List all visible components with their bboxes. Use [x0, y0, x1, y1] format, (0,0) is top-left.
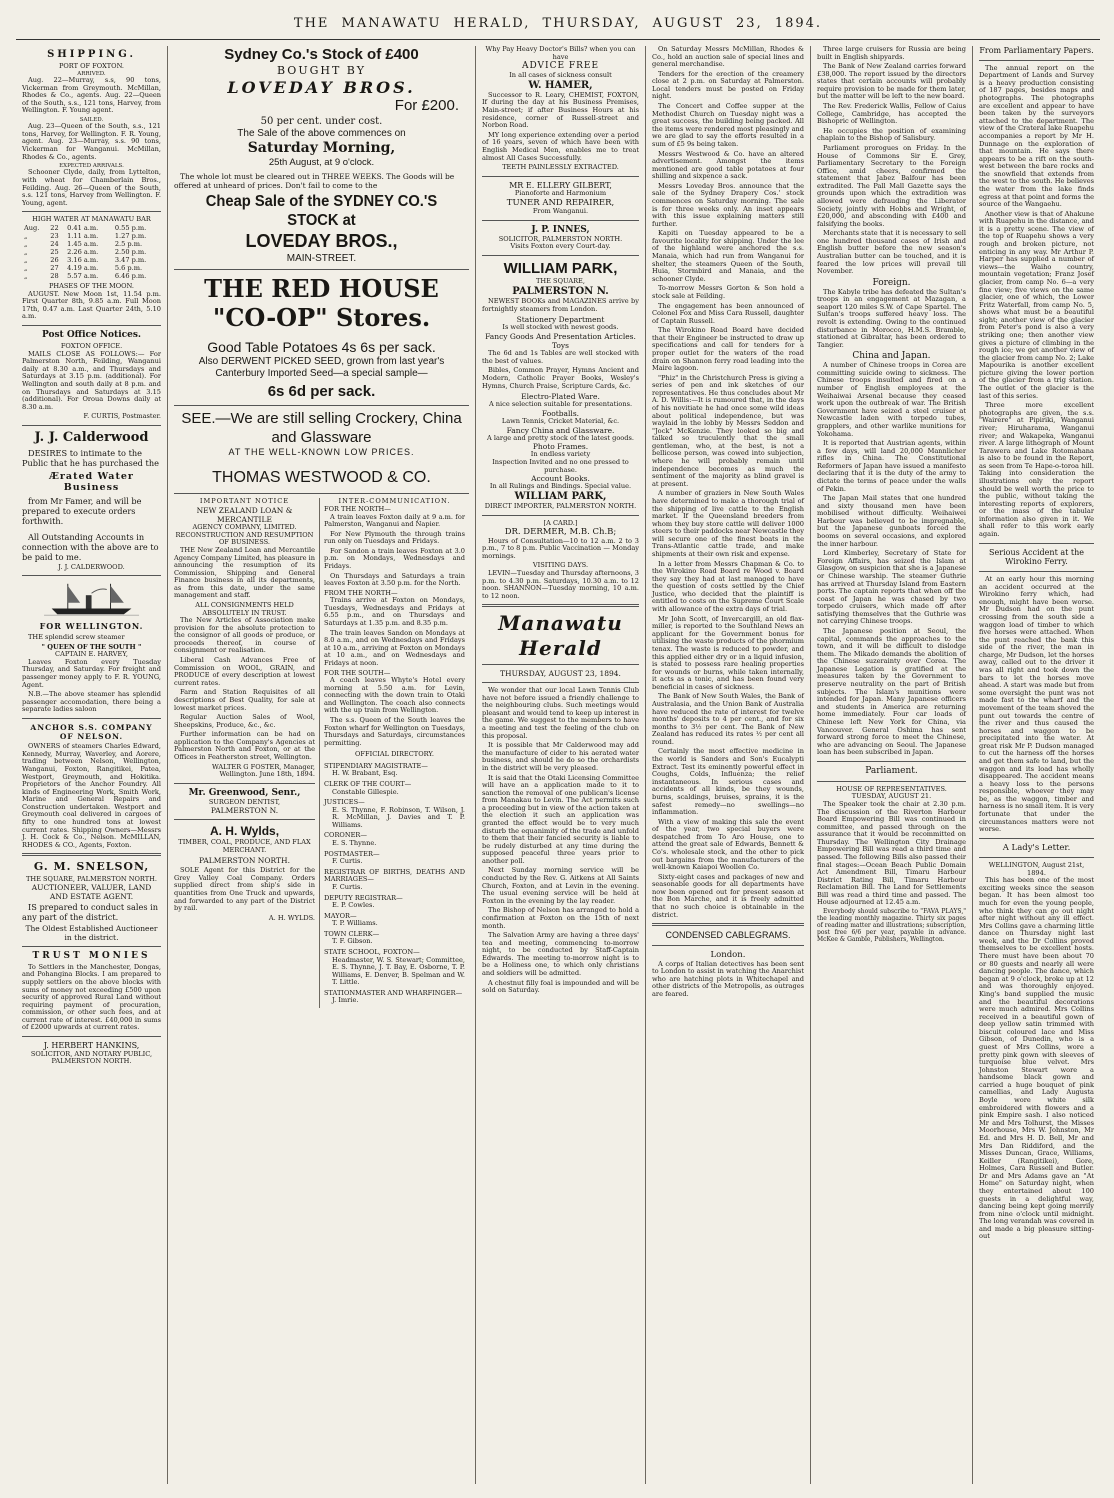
tide-table — [22, 224, 161, 280]
visiting-body: LEVIN—Tuesday and Thursday afternoons, 3 p.m. to 4.30 p.m. Saturdays, 10.30 a.m. to 12 noon. SHANNON—Tuesday morning, 10 a.m. to 12 noon. — [482, 568, 639, 600]
loveday-title: LOVEDAY BROS. — [227, 77, 416, 97]
directory-heading: STIPENDIARY MAGISTRATE— — [324, 761, 428, 770]
greenwood-title: Mr. Greenwood, Senr., — [188, 787, 301, 798]
parliament-body: The Speaker took the chair at 2.30 p.m. The discussion of the Riverton Harbour Board Empowering Bill was continued in committee, and passed through on the assurance that it would be recommitted on Thursday. The Wellington City Drainage Empowering Bill was read a third time and passed. The following Bills also passed their final stages:—Ocean Beach Public Domain Act Amendment Bill, Timaru Harbour District Rating Bill, Timaru Harbour Reclamation Bill. The Land for Settlements Bill was read a third time and passed. The House adjourned at 12.45 a.m. — [817, 799, 966, 907]
six-six: 6s 6d per sack. — [267, 382, 376, 400]
footballs-body: Lawn Tennis, Cricket Material, &c. — [501, 417, 620, 426]
news-p3: The Concert and Coffee supper at the Methodist Church on Tuesday night was a great success, the building being packed. All the items were rendered most pleasingly and we are glad to say the efforts resulted in a sum of £5 9s being taken. — [652, 102, 804, 148]
accident-body: At an early hour this morning an accident occurred at the Wirokino ferry which, had enough, might have been worse. Mr Dudson had on the punt crossing from the south side a waggon load of timber to which five horses were attached. When the punt reached the bank this side of the river, the man in charge, Mr Dudson, let the horses away, called out to the driver it was all right and took down the bars to let the horses move ahead. A start was made but from some oversight the punt was not made fast to the wharf and the movement of the team shoved the punt out towards the centre of the river and thus caused the horses and waggon to be precipitated into the water. At great risk Mr P. Dudson managed to cut the harness off the horses and get them safe to land, but the waggon and its load has wholly disappeared. The accident means a heavy loss to the persons responsible, whoever they may be, as the waggon, timber and harness is no small item. It is very fortunate that under the circumstances matters were not worse. — [979, 575, 1094, 834]
directory-value: T. P. Williams. — [332, 919, 378, 928]
tide-row — [22, 264, 161, 272]
china-japan-title: China and Japan. — [852, 351, 931, 362]
footballs: Footballs. — [541, 408, 580, 418]
parliament-date: TUESDAY, AUGUST 21. — [851, 792, 932, 801]
moon-title: PHASES OF THE MOON. — [48, 282, 135, 291]
directory-heading: CLERK OF THE COURT— — [324, 780, 412, 789]
innes-title: J. P. INNES, — [531, 224, 590, 235]
for-south: FOR THE SOUTH— — [324, 668, 391, 677]
steamship-icon — [29, 580, 154, 618]
steamer-nb: N.B.—The above steamer has splendid passenger accomodation, there being a separate ladies saloon — [22, 690, 161, 714]
postmaster: F. CURTIS, Postmaster. — [83, 412, 161, 421]
herald-p2: It is possible that Mr Calderwood may add the manufacture of cider to his aerated water business, and should he do so the orchardists in the district will be very pleased. — [482, 741, 639, 772]
south1: A coach leaves Whyte's Hotel every morning at 5.50 a.m. for Levin, connecting with the down train to Otaki and Wellington. The coach also connects with the up train from Wellington. — [324, 676, 465, 715]
loan-body: THE New Zealand Loan and Mercantile Agency Company Limited, has pleasure in announcing the resumption of its Commission, Shipping and General Finance business in all its departments, as from this date, under the same management and staff. — [174, 545, 315, 600]
tide-cell: 4.19 a.m. — [67, 264, 99, 273]
potatoes-line: Good Table Potatoes 4s 6s per sack. — [207, 338, 436, 355]
news-p8: The engagement has been announced of Colonel Fox and Miss Cara Russell, daughter of Captain Russell. — [652, 301, 804, 325]
tide-cell: „ — [24, 248, 28, 257]
china-glass: Fancy China and Glassware. — [506, 425, 615, 435]
saturday-line: Saturday Morning, — [247, 139, 396, 156]
tide-cell: 2.26 a.m. — [67, 248, 99, 257]
for-200: For £200. — [394, 97, 459, 115]
column-cables — [811, 46, 973, 1484]
papers-body: The annual report on the Department of Lands and Survey is a heavy production consisting of 187 pages, besides maps and photographs. The photographs are excellent and appear to have been taken by the surveyors attached to the department. The view of the Crateral lake Ruapehu accompanies a report by Mr H. Dunnage on the exploration of that mountain. He says there appears to be a rift on the south-west between the bare rocks and the snowfield that extends from the west to the south. He believes the water from the lake finds egress at that point and forms the source of the Wangaehu. — [979, 63, 1094, 209]
advice-sub: In all cases of sickness consult — [509, 71, 612, 80]
from1: Trains arrive at Foxton on Mondays, Tuesdays, Wednesdays and Fridays at 6.55 p.m., and on Thursdays and Saturdays at 1.35 p.m. and 8.35 p.m. — [324, 596, 465, 628]
directory-value: E. S. Thynne. — [332, 839, 377, 848]
trust-title: TRUST MONIES — [32, 950, 151, 961]
news-p6: Kapiti on Tuesday appeared to be a favourite locality for shipping. Under the lee of the highland were anchored the s.s. Manaia, which had run from Wanganui for shelter, the steamers Queen of the South, Huia, Stormbird and Manaia, and the schooner Clyde. — [652, 229, 804, 283]
news-p16: With a view of making this sale the event of the year, two special buyers were despatched from To Aro House, one to attend the great sale of Edwards, Bennett & Co's. wholesale stock, and the other to pick out bargains from the manufacturers of the well-known Kaiapoi Woollen Co. — [652, 817, 804, 872]
doctor-question: Why Pay Heavy Doctor's Bills? when you can have — [485, 46, 636, 61]
directory-value: Headmaster, W. S. Stewart; Committee, E. S. Thynne, J. T. Bay, E. Osborne, T. P. Williams, E. Denver, B. Spelman and W. T. Little. — [332, 955, 465, 987]
gilbert: MR E. ELLERY GILBERT, — [509, 180, 612, 190]
tide-cell: „ — [24, 240, 28, 249]
tide-title: HIGH WATER AT MANAWATU BAR — [32, 215, 151, 224]
under-cost: 50 per cent. under cost. — [260, 115, 383, 127]
column-features — [973, 46, 1100, 1484]
tide-cell: 22 — [50, 223, 59, 232]
see-line: SEE.—We are still selling Crockery, China and Glassware — [181, 410, 462, 446]
tide-cell: 2.5 p.m. — [114, 240, 143, 249]
agency: AGENCY COMPANY, LIMITED. — [192, 523, 297, 532]
tide-cell: „ — [24, 231, 28, 240]
news-p7: To-morrow Messrs Gorton & Son hold a stock sale at Feilding. — [652, 284, 804, 300]
teeth-body: MY long experience extending over a period of 16 years, seven of which have been with English Medical Men, enables me to treat almost All Cases Successfully. — [482, 130, 639, 162]
steamer-name: " QUEEN OF THE SOUTH " — [41, 642, 142, 651]
london-title: London. — [710, 950, 746, 961]
hamer-title: W. HAMER, — [528, 79, 593, 91]
hankins-title: J. HERBERT HANKINS, — [43, 1041, 140, 1051]
south2: The s.s. Queen of the South leaves the Foxton wharf for Wellington on Tuesdays, Thursdays and Saturdays, circumstances permitting. — [324, 715, 465, 747]
tide-cell: 26 — [50, 256, 59, 265]
tide-row — [22, 256, 161, 264]
gilbert-role: Pianoforte and Harmonium — [514, 189, 607, 198]
herald-p6: The Salvation Army are having a three days' tea and meeting, commencing to-morrow night, to be conducted by Staff-Captain Edwards. The meeting to-morrow night is to be a Holiness one, to which only christians and soldiers will be admitted. — [482, 931, 639, 977]
accident-title: Serious Accident at the Wirokino Ferry. — [989, 547, 1084, 567]
steamer-body: Leaves Foxton every Tuesday Thursday, and Saturday. For freight and passenger money apply to F. R. YOUNG, Agent. — [22, 657, 161, 689]
herald-p7: A chestnut filly foal is impounded and will be sold on Saturday. — [482, 978, 639, 995]
calderwood-body3: All Outstanding Accounts in connection with the above are to be paid to me. — [22, 531, 159, 562]
account-books: Account Books. — [531, 474, 590, 484]
park-place: PALMERSTON N. — [512, 285, 609, 297]
coop-stores: "CO-OP" Stores. — [212, 303, 431, 333]
wylds-role: TIMBER, COAL, PRODUCE, AND FLAX MERCHANT. — [178, 838, 311, 854]
notice-title: IMPORTANT NOTICE — [199, 497, 290, 506]
park2-role: DIRECT IMPORTER, PALMERSTON NORTH. — [484, 502, 637, 511]
directory-value: J. Imrie. — [332, 996, 359, 1005]
farm: Farm and Station Requisites of all descriptions of Best Quality, for sale at lowest market prices. — [174, 688, 315, 712]
china-body-4: Lord Kimberley, Secretary of State for Foreign Affairs, has seized the Islam at Glasgow, on suspicion that she is a Japanese or Chinese warship. The steamer Guthrie has arrived at Thursday Island from Eastern ports. The captain reports that when off the coast of Japan he was chased by two torpedo cruisers, which made off after satisfying themselves that the Guthrie was not carrying Chinese troops. — [817, 549, 966, 626]
inspection: Inspection Invited and no one pressed to purchase. — [492, 458, 629, 474]
dermer-body: Hours of Consultation—10 to 12 a.m. 2 to 3 p.m., 7 to 8 p.m. Public Vaccination — Monday mornings. — [482, 536, 639, 560]
directory-heading: CORONER— — [324, 831, 367, 840]
wylds-title: A. H. Wylds, — [209, 824, 280, 839]
herald-p1: We wonder that our local Lawn Tennis Club have not before issued a friendly challenge to the neighbouring clubs. Such meetings would pleasant and would tend to keep up interest in the game. We suggest to the members to have a meeting and test the feeling of the club on this proposal. — [482, 686, 639, 740]
north4: On Thursdays and Saturdays a train leaves Foxton at 3.50 p.m. for the North. — [324, 571, 465, 588]
herald-p4: Next Sunday morning service will be conducted by the Rev. G. Aitkens at All Saints Church, Foxton, and at Levin in the evening. The usual evening service will be held at Foxton in the evening by the lay reader. — [482, 866, 639, 905]
screw-line: THE splendid screw steamer — [28, 633, 125, 642]
cable-p5: Parliament prorogues on Friday. In the House of Commons Sir E. Grey, Parliamentary Secretary to the Foreign Office, amid cheers, confirmed the statement that Jabez Balfour has been extradited. The Pall Mall Gazette says the grounds upon which the extradition was allowed were defrauding the Liberator Society, jointly with Hobbs and Wright, of £20,000, and absconding with £400 and falsifying the books. — [817, 143, 966, 228]
tide-row — [22, 240, 161, 248]
calderwood-body: DESIRES to intimate to the Public that he has purchased the — [22, 447, 159, 468]
photo-frames: Photo Frames. — [532, 442, 589, 452]
china-body-5: The Japanese position at Seoul, the capital, commands the approaches to the town, and it will be difficult to dislodge them. The Mikado demands the abolition of the Chinese suzerainty over Corea. The Japanese Legation is gratified at the measures taken by the Government to preserve neutrality on the part of British subjects. The Islam's munitions were intended for Japan. Many Japanese officers and students in America are returning home immediately. Four car loads of Chinese left New York for China, via Vancouver. General Oshima has sent forward strong force to meet the Chinese, who are advancing on Seoul. The Japanese loan has been subscribed in Japan. — [817, 626, 966, 757]
calderwood-title: J. J. Calderwood — [34, 429, 149, 445]
tide-cell: 3.47 p.m. — [114, 256, 147, 265]
tide-cell: 27 — [50, 264, 59, 273]
regular: Regular Auction Sales of Wool, Sheepskins, Produce, &c., &c. — [174, 713, 315, 729]
anchor-body: OWNERS of steamers Charles Edward, Kennedy, Murray, Waverley, and Aorere, trading between Nelson, Wellington, Wanganui, Foxton, Rangitikei, Patea, Westport, Greymouth, and Hokitika. Proprietors of the Anchor Foundry. All kinds of Engineering Work, Smith Work, Marine and General Repairs and Construction undertaken. Westport and Greymouth coal delivered in cargoes of fifty to one hundred tons at lowest current rates. Shipping Owners—Messrs J. H. Cock & Co., Nelson. McMILLAN, RHODES & CO., Agents, Foxton. — [22, 742, 161, 849]
calderwood-body2: from Mr Famer, and will be prepared to execute orders forthwith. — [22, 495, 142, 526]
sydney-title: Sydney Co.'s Stock of £400 — [224, 46, 419, 63]
tide-cell: 1.11 a.m. — [67, 231, 99, 240]
fancy-body: The 6d and 1s Tables are well stocked with the best of values. — [482, 349, 639, 365]
for-north: FOR THE NORTH— — [324, 504, 391, 513]
whole-lot: The whole lot must be cleared out in THREE WEEKS. The Goods will be offered at unheard of prices. Don't fail to come to the — [174, 171, 455, 190]
snelson-title: G. M. SNELSON, — [33, 860, 150, 874]
news-p17: Sixty-eight cases and packages of new and seasonable goods for all departments have now been opened out for present season at the Bon Marche, and it is freely admitted that no such choice is obtainable in the district. — [652, 872, 804, 919]
electro-body: A nice selection suitable for presentations. — [488, 400, 633, 409]
shipping-title: SHIPPING. — [47, 49, 136, 60]
herald-p5: The Bishop of Nelson has arranged to hold a confirmation at Foxton on the 15th of next month. — [482, 906, 639, 930]
tide-cell: 0.41 a.m. — [67, 223, 99, 232]
tide-row — [22, 232, 161, 240]
consignments: ALL CONSIGNMENTS HELD ABSOLUTELY IN TRUST. — [195, 601, 294, 617]
tide-cell: 6.46 p.m. — [114, 272, 147, 281]
inter-title: INTER-COMMUNICATION. — [338, 497, 451, 506]
news-p14: The Bank of New South Wales, the Bank of Australasia, and the Union Bank of Australia have reduced the rate of interest for twelve months' deposits to 4 per cent., and for six months to 3½ per cent. The Bank of New Zealand has reduced its rates ½ per cent all round. — [652, 692, 804, 746]
account-body: In all Rulings and Bindings. Special value. — [489, 482, 632, 491]
directory-value: E. P. Cowles. — [332, 901, 375, 910]
red-house: THE RED HOUSE — [204, 274, 439, 303]
trust-body: To Settlers in the Manchester, Dongas, and Pohangina Blocks. I am prepared to supply settlers on the above blocks with sums of money not exceeding £500 upon security of approved Rural Land without requiring payment of procuration, commission, or other such fees, and at current rate of interest. £40,000 in sums of £2000 upwards at current rates. — [22, 962, 161, 1032]
cable-p3: The Rev. Frederick Wallis, Fellow of Caius College, Cambridge, has accepted the Bishopric of Wellington. — [817, 102, 966, 126]
tide-cell: 24 — [50, 240, 59, 249]
teeth-title: TEETH PAINLESSLY EXTRACTED. — [502, 163, 619, 172]
north2: For New Plymouth the through trains run only on Tuesdays and Fridays. — [324, 529, 465, 546]
foreign-body: The Kabyle tribe has defeated the Sultan's troops in an engagement at Mazagan, a seaport 120 miles S.W. of Cape Spartel. The Sultan's troops suffered heavy loss. The revolt is extending. Owing to the continued disturbance in Morocco, H.M.S. Bramble, stationed at Gibraltar, has been ordered to Tangier. — [817, 287, 966, 349]
directory-value: Constable Gillespie. — [332, 787, 399, 796]
directory-value: F. Curtis. — [332, 857, 363, 866]
papers-body2: Another view is that of Ahakune with Ruapehu in the distance, and it is a pretty scene. The view of the top of Ruapehu shows a very rough and broken picture, not enticing in any way. Mr Arthur P. Harper has supplied a number of views—the Waiho country, mountain vegetation; Franz Josef glacier, from camp No. 6—a very fine view; five views on the same glacier, one of which, the Lower Fritz Waterfall, from camp No. 5, shows what must be a beautiful sight; another view of the glacier from Peter's pond is also a very striking one; then another view gives a picture of climbing in the rough ice; we get another view of the glacier from camp No. 2; Lake Mapourika is another excellent picture giving the lower portion of the glacier from a trig station. The outlet of the glacier is the last of this series. — [979, 209, 1094, 400]
tide-cell: Aug. — [24, 223, 40, 232]
snelson-oldest: The Oldest Established Auctioneer in the district. — [25, 923, 158, 942]
park-body: NEWEST BOOKs and MAGAZINES arrive by fortnightly steamers from London. — [482, 297, 639, 313]
advert-subcolumns — [174, 498, 469, 1008]
tide-cell: 3.16 a.m. — [67, 256, 99, 265]
masthead-date: AUGUST 23, 1894. — [652, 16, 823, 31]
snelson-body: IS prepared to conduct sales in any part of the district. — [22, 901, 159, 922]
subcolumn-right — [320, 498, 469, 1008]
sailed-text: Aug. 23—Queen of the South, s.s., 121 tons, Harvey, for Wellington. F. R. Young, agent. Aug. 23—Murray, s.s. 90 tons, Vickerman for Wanganui. McMillan, Rhodes & Co., agents. — [22, 122, 161, 161]
tide-cell: 28 — [50, 272, 59, 281]
liberal: Liberal Cash Advances Free of Commission on WOOL, GRAIN, and PRODUCE of every description at lowest current rates. — [174, 656, 315, 687]
cable-p2: The Bank of New Zealand carries forward £38,000. The report issued by the directors states that certain accounts will probably require provision to be made for them later, but the matter will be left to the new board. — [817, 62, 966, 101]
park-square: THE SQUARE, — [536, 277, 585, 286]
masthead — [16, 14, 1100, 40]
tide-cell: 0.55 p.m. — [114, 223, 147, 232]
expected-text: Schooner Clyde, daily, from Lyttelton, with wheat for Chamberlain Bros., Feilding. Aug. 26—Queen of the South, s.s. 121 tons, Harvey from Wellington. F. Young, agent. — [22, 168, 161, 207]
snelson-role: AUCTIONEER, VALUER, LAND AND ESTATE AGENT. — [31, 883, 152, 902]
news-p12: In a letter from Messrs Chapman & Co. to the Wirokino Road Board re Wood v. Board they say they had at last managed to have the question of costs settled by the Chief Justice, who decided that the plaintiff is entitled to costs on the Supreme Court Scale with allowance of the extra days of trial. — [652, 559, 804, 614]
electro: Electro-Plated Ware. — [521, 392, 600, 402]
post-title: Post Office Notices. — [41, 330, 142, 341]
innes-visits: Visits Foxton every Court-day. — [510, 242, 611, 251]
advice-free: ADVICE FREE — [521, 61, 600, 72]
column-shipping — [16, 46, 168, 1484]
papers-body3: Three more excellent photographs are given, the s.s. "Wairere" at Pipiriki, Wanganui river; Hiruharama, Wanganui river; and Wakapeka, Wanganui river. A large lithograph of Mount Tarawera and Lake Rotomahana is also to be found in the Report, as seen from Te Hape-o-toroa hill. Taking into consideration the illustrations only the report should be well worth the price to the public, without taking the interesting reports of explorers, or the mass of the tabular information also given in it. We shall refer to this work early again. — [979, 401, 1094, 539]
north3: For Sandon a train leaves Foxton at 3.0 p.m. on Mondays, Wednesdays and Fridays. — [324, 546, 465, 570]
westwood: THOMAS WESTWOOD & CO. — [212, 468, 431, 486]
wellington-title: FOR WELLINGTON. — [39, 621, 144, 632]
sailed-label: SAILED. — [79, 116, 104, 123]
foster: WALTER G FOSTER, Manager, Wellington. June 18th, 1894. — [211, 762, 315, 779]
visiting-title: VISITING DAYS. — [532, 561, 589, 570]
directory-heading: STATE SCHOOL, FOXTON— — [324, 948, 420, 956]
official-directory — [324, 763, 465, 1005]
directory-heading: JUSTICES— — [324, 798, 365, 807]
china-body-3: The Japan Mail states that one hundred and sixty thousand men have been mobilised without difficulty. Weihaiwei Harbour was believed to be impregnable, but the Japanese gunboats forced the booms on several occasions, and explored the inner harbour. — [817, 494, 966, 548]
news-p13: Mr John Scott, of Invercargill, an old flax-miller, is reported to the Southland News an applicant for the Government bonus for utilising the waste products of the phormium tenax. The waste is reduced to powder, and this applied either dry or in a liquid infusion, is stated to possess rare healing properties for wounds or burns, while taken internally, it acts as a tonic, and has been found very beneficial in cases of sickness. — [652, 614, 804, 691]
tide-cell: „ — [24, 272, 28, 281]
fancy-goods: Fancy Goods And Presentation Articles. Toys — [485, 332, 636, 351]
cable-p4: He occupies the position of examining chaplain to the Bishop of Salisbury. — [817, 126, 966, 143]
aerated-title: Ærated Water Business — [49, 470, 134, 494]
news-p9: The Wirokino Road Board have decided that their Engineer be instructed to draw up specifications and call for tenders for a proper outlet for the waters of the road drain on Shannon ferry road leading into the Maire lagoon. — [652, 326, 804, 373]
wylds-place: PALMERSTON NORTH. — [199, 856, 290, 866]
cable-p6: Merchants state that it is necessary to sell one hundred thousand cases of Irish and English butter before the new season's Australian butter can be touched, and it is feared the low prices will prevail till November. — [817, 229, 966, 276]
directory-value: T. F. Gibson. — [332, 937, 373, 946]
photo-body: In endless variety — [530, 450, 591, 459]
loveday2: LOVEDAY BROS., — [245, 230, 398, 251]
parliament-sub: HOUSE OF REPRESENTATIVES. — [836, 784, 947, 793]
column-advertisements-2 — [476, 46, 646, 1484]
directory-heading: DEPUTY REGISTRAR— — [324, 893, 403, 902]
subcolumn-left — [174, 498, 320, 1008]
news-p1: On Saturday Messrs McMillan, Rhodes & Co., hold an auction sale of special lines and general merchandise. — [652, 46, 804, 69]
snelson-sub: THE SQUARE, PALMERSTON NORTH. — [25, 874, 158, 883]
expected-label: EXPECTED ARRIVALS. — [59, 163, 124, 170]
steamship-illustration — [29, 580, 154, 618]
main-street: MAIN-STREET. — [286, 252, 357, 264]
bibles: Bibles, Common Prayer, Hymns Ancient and Modern, Catholic Prayer Books, Wesley's Hymns, Church Praise, Scripture Cards, &c. — [482, 366, 639, 390]
letter-title: A Lady's Letter. — [1002, 842, 1071, 853]
north1: A train leaves Foxton daily at 9 a.m. for Palmerston, Wanganui and Napier. — [324, 512, 465, 529]
wylds-body: SOLE Agent for this District for the Grey Valley Coal Company. Orders supplied direct from ship's side in quantities from One Truck and upwards, and forwarded to any part of the District by rail. — [174, 866, 315, 913]
directory-heading: REGISTRAR OF BIRTHS, DEATHS AND MARRIAGES— — [324, 867, 465, 884]
wylds-sign: A. H. WYLDS. — [268, 913, 315, 922]
arrived-text: Aug. 22—Murray, s.s, 90 tons, Vickerman from Greymouth. McMillan, Rhodes & Co., agents. Aug. 22—Queen of the South, s.s., 121 tons, Harvey, from Wellington. F. Young agent. — [22, 76, 161, 115]
reconstruction: RECONSTRUCTION AND RESUMPTION OF BUSINESS. — [175, 530, 314, 547]
masthead-paper: THE MANAWATU HERALD, — [293, 16, 531, 31]
news-p11: A number of graziers in New South Wales have determined to make a thorough trial of the shipping of live cattle to the English market. If the Queensland breeders from whom they buy store cattle will deliver 1000 steers to their paddocks near Newcastle they will secure one of the finest boats in the Trans-Atlantic cattle trade, and make shipments at their own risk and expense. — [652, 489, 805, 558]
dermer: DR. DERMER, M.B. Ch.B; — [504, 527, 617, 538]
china-body-2: It is reported that Austrian agents, within a few days, will land 20,000 Mannlicher rifles in China. The Constitutional Reformers of Japan have issued a manifesto declaring that it is the duty of the army to dictate the terms of peace under the walls of Pekin. — [817, 439, 966, 493]
low-prices: AT THE WELL-KNOWN LOW PRICES. — [228, 446, 415, 457]
tide-cell: „ — [24, 264, 28, 273]
directory-heading: TOWN CLERK— — [324, 929, 380, 938]
foreign-title: Foreign. — [872, 277, 911, 288]
further: Further information can be had on application to the Company's Agencies at Palmerston North and Foxton, or at the Offices in Featherston street, Wellington. — [174, 730, 315, 761]
herald-p3: It is said that the Otaki Licensing Committee will have an a application made to it to sanction the removal of one publican's license from Manakau to Levin. The Act permits such a proceeding but in view of the action taken at the election it such an application was granted the effect would be to very much disturb the equanimity of the trade and unfold to them that their fancied security is liable to be rudely disturbed at any time during the supposed peaceful three years prior to another poll. — [482, 773, 639, 865]
arrived-label: ARRIVED. — [77, 70, 106, 77]
from-north: FROM THE NORTH— — [324, 588, 398, 597]
cables-title: CONDENSED CABLEGRAMS. — [665, 930, 791, 941]
from2: The train leaves Sandon on Mondays at 8.0 a.m., and on Wednesdays and Fridays at 10 a.m., arriving at Foxton on Mondays at 10 a.m., and on Wednesdays and Fridays at noon. — [324, 628, 465, 667]
news-p15: Certainly the most effective medicine in the world is Sanders and Son's Eucalypti Extract. Test its eminently powerful effect in Coughs, Colds, Influenza; the relief instantaneous. In serious cases and accidents of all kinds, be they wounds, burns, scaldings, bruises, sprains, it is the safest remedy—no swellings—no inflammation. — [652, 747, 804, 817]
china-body: A large and pretty stock of the latest goods. — [487, 433, 634, 442]
tide-row — [22, 224, 161, 232]
nz-loan: NEW ZEALAND LOAN & MERCANTILE — [196, 505, 293, 525]
official-title: OFFICIAL DIRECTORY. — [355, 750, 434, 759]
parliament-title: Parliament. — [865, 765, 918, 776]
directory-value: F. Curtis. — [332, 882, 363, 891]
tuner: TUNER AND REPAIRER, — [506, 198, 615, 208]
articles: The New Articles of Association make provision for the absolute protection to the consignor of all goods or produce, or proceeds thereof, in course of consignment or realisation. — [174, 616, 315, 655]
port-title: PORT OF FOXTON. — [58, 62, 125, 71]
masthead-day: THURSDAY, — [542, 16, 641, 31]
herald-title: Manawatu Herald — [498, 611, 623, 660]
tide-cell: 23 — [50, 231, 59, 240]
tide-cell: 1.45 a.m. — [67, 240, 99, 249]
papers-title: From Parliamentary Papers. — [979, 46, 1094, 55]
china-body-1: A number of Chinese troops in Corea are committing suicide owing to sickness. The Chinese troops insulted and fired on a number of English employees at the Weihaiwai Arsenal because they ceased work upon the outbreak of war. The British Government have seized a steel cruiser at Newcastle laden with torpedo tubes, grapplers, and other warlike munitions for Yokohama. — [817, 361, 966, 438]
captain: CAPTAIN E. HARVEY, — [55, 650, 128, 659]
columns — [16, 46, 1100, 1484]
tide-cell: 5.6 p.m. — [114, 264, 143, 273]
sale-line: The Sale of the above commences on — [237, 127, 406, 139]
stationery-body: Is well stocked with newest goods. — [502, 323, 619, 332]
calderwood-sign: J. J. CALDERWOOD. — [58, 562, 125, 571]
greenwood-place: PALMERSTON N. — [210, 806, 279, 816]
cable-p1: Three large cruisers for Russia are being built in English shipyards. — [817, 46, 966, 61]
greenwood-role: SURGEON DENTIST, — [208, 797, 281, 806]
herald-date: THURSDAY, AUGUST 23, 1894. — [500, 669, 621, 679]
letter-date: WELLINGTON, August 21st, 1894. — [988, 861, 1085, 877]
news-p4: Messrs Westwood & Co. have an altered advertisement. Amongst the items mentioned are good table potatoes at four shilling and sixpence a sack. — [652, 149, 804, 181]
tide-cell: „ — [24, 256, 28, 265]
letter-body: This has been one of the most exciting weeks since the season began. It has been almost too much for even the young people, who think they can go out night after night without any ill effect. Mrs Collins gave a charming little dance on Thursday night last week, and the Dr Collins proved themselves to be excellent hosts. There must have been about 70 or 80 guests and nearly all were dancing people. The dance, which began at 9 o'clock, broke up at 12 and was thoroughly enjoyed. King's band supplied the music and the beautiful decorations were much admired. Mrs Collins received in a beautiful gown of deep yellow satin trimmed with biscuit coloured lace and Miss Gibson, of Dunedin, who is a guest of Mrs Collins, wore a pretty pink gown with sleeves of turquoise blue velvet. Mrs Johnston Stewart wore a handsome black gown and carried a huge bouquet of pink camellias, and Lady Augusta Boyle wore white silk embroidered with flowers and a pink Empire sash. I also noticed Mr and Mrs Tolhurst, the Misses Moorhouse, Mrs W. Johnston, Mr Ed. and Mrs H. D. Bell, Mr and Mrs Dan Riddiford, and the Misses Duncan, Grace, Williams, Keiller (Rangitikei), Gore, Holmes, Cara Russell and Butler. Dr and Mrs Adams gave an "At Home" on Saturday night, when they entertained about 100 guests in a delightful way, dancing being kept going merrily from nine o'clock until midnight. The long verandah was covered in and made a big pleasure sitting-out — [979, 876, 1094, 1241]
innes-role: SOLICITOR, PALMERSTON NORTH. — [498, 234, 623, 243]
column-local-news — [646, 46, 811, 1484]
directory-value: E. S. Thynne, F. Robinson, T. Wilson, J. R. McMillan, J. Davies and T. P. Williams. — [332, 805, 465, 829]
directory-value: H. W. Brabant, Esq. — [332, 769, 398, 778]
tide-row — [22, 248, 161, 256]
derwent-line: Also DERWENT PICKED SEED, grown from last year's Canterbury Imported Seed—a special sample— — [198, 355, 445, 379]
directory-heading: POSTMASTER— — [324, 849, 380, 858]
directory-heading: MAYOR— — [324, 911, 357, 920]
tide-cell: 1.27 p.m. — [114, 231, 147, 240]
news-p5: Messrs Loveday Bros. announce that the sale of the Sydney Drapery Cos.' stock commences on Saturday morning. The sale is for three weeks only. An inset appears with this issue explaining matters still further. — [652, 181, 804, 228]
park2-title: WILLIAM PARK, — [514, 490, 607, 502]
tide-cell: 2.50 p.m. — [114, 248, 147, 257]
hamer-body: Successor to R. Leary, CHEMIST, FOXTON, If during the day at his Business Premises, Main-street; if after Business Hours at his residence, corner of Russell-street and Norbon Road. — [482, 90, 639, 130]
card: [A CARD.] — [543, 518, 578, 527]
column-advertisements — [168, 46, 476, 1484]
post-body: MAILS CLOSE AS FOLLOWS:— For Palmerston North, Feilding, Wanganui daily at 8.30 a.m., and Thursdays and Saturdays at 3.15 p.m. (additional). For Wellington and south daily at 8 p.m. and on Thursdays and Saturdays at 3.15 (additional). For Oroua Downs daily at 8.30 a.m. — [22, 349, 161, 411]
tide-cell: 5.57 a.m. — [67, 272, 99, 281]
stationery: Stationery Department — [516, 315, 605, 325]
directory-heading: STATIONMASTER AND WHARFINGER— — [324, 988, 463, 997]
tide-cell: 25 — [50, 248, 59, 257]
park-title: WILLIAM PARK, — [503, 260, 618, 278]
post-sub: FOXTON OFFICE. — [60, 342, 123, 351]
news-p2: Tenders for the erection of the creamery close at 2 p.m. on Saturday at Palmerston. Local tenders must be posted on Friday night. — [652, 69, 804, 101]
tuner-from: From Wanganui. — [532, 207, 589, 216]
fava-notice: Everybody should subscribe to "FAVA PLAYS," the leading monthly magazine. Thirty six pages of reading matter and illustrations; subscription, post free 6/6 per year, payable in advance. McKee & Gamble, Publishers, Wellington. — [817, 908, 966, 943]
london-body: A corps of Italian detectives has been sent to London to assist in watching the Anarchist who are hatching plots in Whitechapel and other districts of the Metropolis, as outrages are feared. — [652, 959, 804, 998]
news-p10: "Phiz" in the Christchurch Press is giving a series of pen and ink sketches of our representatives. He thus concludes about Mr A. D. Willis:—It is rumoured that, in the days of his novitiate he had once some wild ideas about political independence, but was waylaid in the lobby by Messrs Seddon and "Jock" McKenzie. They looked so big and talked so truculently that the small gentleman, who, at the best, is not a bellicose person, was cowed into subjection, where he will probably remain until independence becomes as much the sentiment of the majority as blind gravel is at present. — [652, 373, 804, 488]
date-line: 25th August, at 9 o'clock. — [268, 156, 375, 168]
hankins-sub: SOLICITOR, AND NOTARY PUBLIC, PALMERSTON NORTH. — [30, 1049, 153, 1066]
moon-text: AUGUST. New Moon 1st, 11.54 p.m. First Quarter 8th, 9.85 a.m. Full Moon 17th, 0.47 a.m. Last Quarter 24th, 5.10 a.m. — [22, 289, 161, 321]
tide-row — [22, 272, 161, 280]
anchor-title: ANCHOR S.S. COMPANY OF NELSON. — [30, 722, 153, 742]
bought-by: BOUGHT BY — [277, 64, 366, 78]
cheap-sale: Cheap Sale of the SYDNEY CO.'S STOCK at — [205, 192, 438, 230]
